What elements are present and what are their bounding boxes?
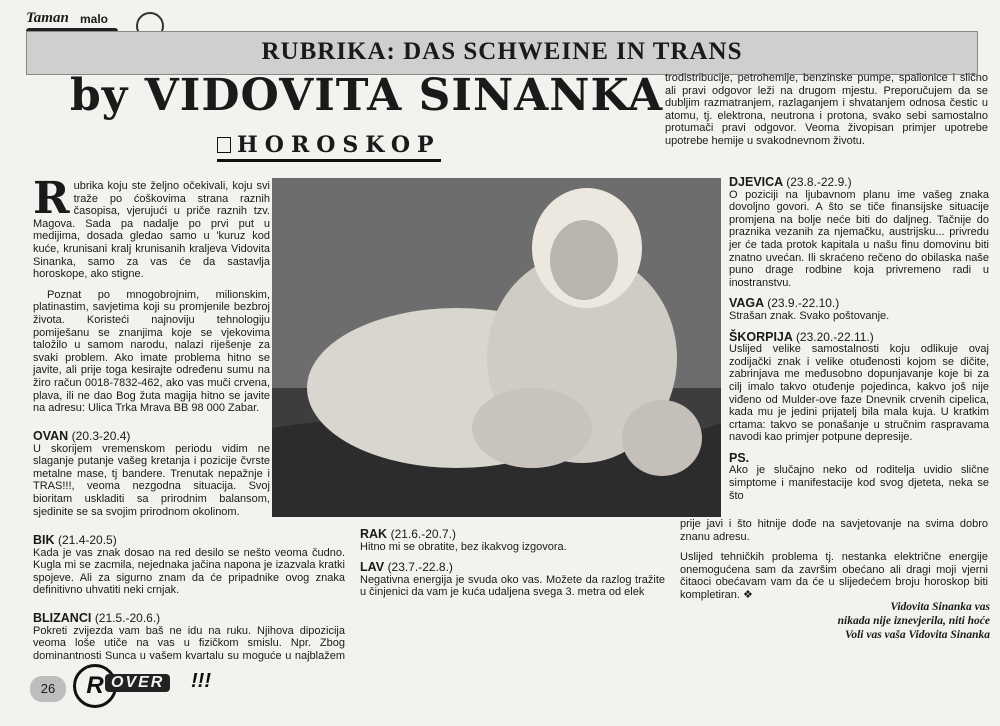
sign-heading-lav: LAV (23.7.-22.8.) bbox=[360, 560, 453, 575]
logo-line2: malo bbox=[80, 12, 109, 26]
sign-heading-rak: RAK (21.6.-20.7.) bbox=[360, 527, 456, 541]
signature-line2: nikada nije iznevjerila, niti hoće bbox=[837, 615, 990, 627]
intro-paragraph-1: Rubrika koju ste željno očekivali, koju svi traže po ćoškovima strana raznih časopisa, vjerujući u priče raznih tzv. Magova. Sada pa nadalje po prvi put u medijima, dosada gledao samo u 'kuruz kod kuće, krunisani kralj krunisanih kraljeva Vidovita Sinanka, samo za vas će da sastavlja horoskope, ako stigne. bbox=[33, 173, 270, 281]
rubric-banner bbox=[26, 31, 978, 75]
sign-heading-skorpija: ŠKORPIJA (23.20.-22.11.) bbox=[729, 329, 874, 344]
signature bbox=[785, 600, 990, 642]
section-heading-text: HOROSKOP bbox=[237, 132, 441, 158]
sign-heading-blizanci: BLIZANCI (21.5.-20.6.) bbox=[33, 611, 161, 625]
logo-line1: Taman bbox=[26, 10, 69, 26]
blizanci-section bbox=[33, 612, 345, 671]
sign-text-blizanci: Pokreti zvijezda vam baš ne idu na ruku. Njihova dipozicija veoma loše utiče na vas u fizičkom smislu. Npr. Zbog dominantnosti Sunca u vašem kvartalu su moguće u najblažem bbox=[33, 624, 345, 662]
article-title: by VIDOVITA SINANKA bbox=[70, 70, 664, 121]
sign-text-djevica: O poziciji na ljubavnom planu ime vašeg znaka dovoljno govori. A što se tiče finansijske situacije promjena na bolje neće biti do daljneg. Tačnije do praznika vezanih za njemačku, austrijsku... privredu jer će tada protok kapitala u našu finu domovinu biti znatno uvećan. Ili skraćeno rečeno do obilaska naše puno drage rodbine koja privremeno radi u inostranstvu. bbox=[729, 188, 989, 289]
intro-column bbox=[33, 173, 270, 423]
rubric-banner-text: RUBRIKA: DAS SCHWEINE IN TRANS bbox=[261, 38, 743, 65]
lav-continuation bbox=[665, 72, 988, 156]
footer-logo-exclaim: !!! bbox=[191, 670, 211, 692]
sign-text-ovan: U skorijem vremenskom periodu vidim ne slaganje putanje vašeg kretanja i pozicije čvrste metalne mase, tj bandere. Trenutak nepažnje i TRAS!!!, veoma nezgodna situacija. Svoj bioritam uskladiti sa prirodnim balansom, sjedinite se sa svojim prirodnom okolinom. bbox=[33, 442, 270, 518]
closing-mark: ❖ bbox=[742, 588, 753, 601]
ps-text: Ako je slučajno neko od roditelja uvidio slične simptome i manifestacije kod svog djeteta, neka se što bbox=[729, 464, 989, 502]
sign-heading-vaga: VAGA (23.9.-22.10.) bbox=[729, 296, 840, 311]
footer-logo-text: OVER bbox=[105, 674, 170, 692]
ps-text-cont: prije javi i što hitnije dođe na savjetovanje na svima dobro znanu adresu. bbox=[680, 518, 988, 543]
ovan-section bbox=[33, 430, 270, 526]
sign-text-vaga: Strašan znak. Svako poštovanje. bbox=[729, 309, 890, 322]
footer-logo bbox=[73, 664, 211, 704]
sign-heading-djevica: DJEVICA (23.8.-22.9.) bbox=[729, 175, 852, 189]
closing-paragraph: Uslijed tehničkih problema tj. nestanka električne energije onemogućena sam da završim obećano ali dragi moji vjerni čitaoci obećavam vam da će u slijedećem broju horoskop biti kompletiran. ❖ bbox=[680, 551, 988, 601]
footer-logo-letter: R bbox=[73, 664, 117, 708]
sign-heading-ovan: OVAN (20.3-20.4) bbox=[33, 429, 131, 443]
sign-text-rak: Hitno mi se obratite, bez ikakvog izgovora. bbox=[360, 540, 567, 553]
ps-heading: PS. bbox=[729, 450, 750, 465]
middle-column bbox=[360, 520, 665, 608]
sign-text-bik: Kada je vas znak dosao na red desilo se nešto veoma čudno. Kugla mi se zacmila, nejednaka jačina napona je izazvala kratki spojeve. Ali za sigurno znam da će pripadnike ovog znaka definitivno uhvatiti neki crnjak. bbox=[33, 546, 345, 597]
checkbox-square-icon bbox=[217, 137, 231, 153]
bik-section bbox=[33, 534, 345, 605]
sign-text-skorpija: Uslijed velike samostalnosti koju odlikuje ovaj zodijački znak i velike otuđenosti kojom se dičite, zabrinjava me međusobno dopunjavanje koje bi za cilj imalo takvo otuđenje pojedinca, kakvo još nije viđeno od Mulder-ove faze Dnevnik crvenih cipelica, kada mu je jedini prijatelj bila mala kuja. U kratkim crtama: takvo se ponašanje u stručnim raspravama navodi kao primjer potpune depresije. bbox=[729, 343, 989, 444]
section-heading bbox=[217, 132, 441, 162]
photo-illustration bbox=[272, 178, 721, 517]
signature-line1: Vidovita Sinanka vas bbox=[890, 601, 990, 613]
right-column bbox=[729, 176, 989, 510]
page-number: 26 bbox=[30, 676, 66, 702]
bottom-right-column bbox=[680, 518, 988, 610]
sign-text-lav-cont: trodistribucije, petrohemije, benzinske pumpe, spalionice i slično ali pravi odgovor leži na drugom mjestu. Preporučujem da se dubljim razmatranjem, razlaganjem i shvatanjem odnosa čestic u atomu, tj. elektrona, neutrona i protona, svako sebi samostalno protumači pravi odgovor. Veoma živopisan primjer upotrebe upotrebe hemije u svakodnevnom životu. bbox=[665, 72, 988, 147]
sign-heading-bik: BIK (21.4-20.5) bbox=[33, 533, 117, 547]
sign-text-lav: Negativna energija je svuda oko vas. Možete da razlog tražite u činjenici da vam je kuća udaljena svega 3. metra od elek bbox=[360, 573, 665, 599]
drop-cap: R bbox=[33, 173, 70, 224]
signature-line3: Voli vas vaša Vidovita Sinanka bbox=[844, 629, 990, 641]
astrologer-photo bbox=[272, 178, 721, 517]
intro-paragraph-2: Poznat po mnogobrojnim, milionskim, platinastim, savjetima koji su promjenile bezbroj života. Koristeći najnoviju tehnologiju pomiješanu se znanjima koje se vjekovima taložilo u samom narodu, nalazi riješenje za svaki problem. Ako imate problema hitno se javite, ali prije toga kesirajte određenu sumu na žiro račun 0018-7832-462, ako vas muči crvena, plava, ili ne dao Bog žuta magija hitno se javite na adresu: Ulica Trka Mrava BB 98 000 Zabar. bbox=[33, 288, 270, 415]
